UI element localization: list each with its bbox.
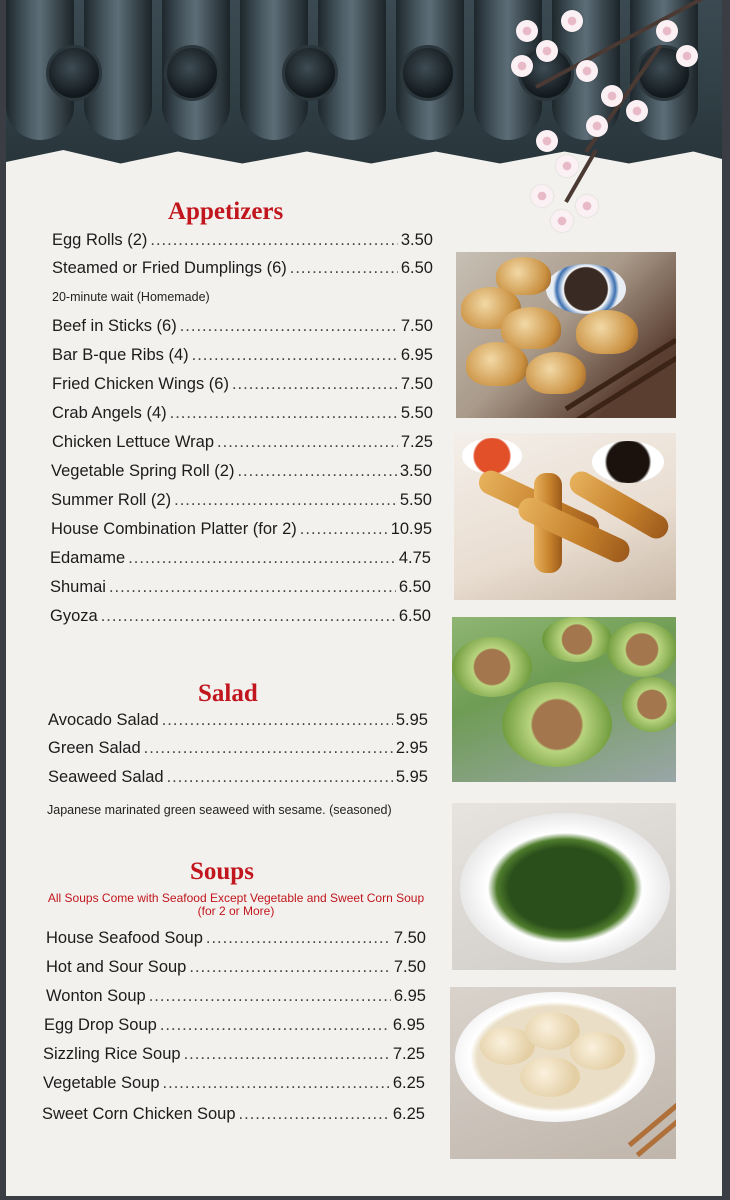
menu-item: Wonton Soup ..... 6.95 <box>46 987 426 1009</box>
salad-heading: Salad <box>198 680 258 707</box>
menu-item: Shumai ..... 6.50 <box>50 578 431 600</box>
menu-item: Bar B-que Ribs (4) ..... 6.95 <box>52 346 433 368</box>
soups-note <box>46 892 426 918</box>
menu-item: Edamame ..... 4.75 <box>50 549 431 571</box>
menu-item: House Seafood Soup ..... 7.50 <box>46 929 426 951</box>
menu-item: Beef in Sticks (6) ..... 7.50 <box>52 317 433 339</box>
menu-item: Crab Angels (4) ..... 5.50 <box>52 404 433 426</box>
dumpling-note: 20-minute wait (Homemade) <box>52 290 210 304</box>
cherry-blossom-decoration <box>506 0 722 250</box>
menu-item: Chicken Lettuce Wrap ..... 7.25 <box>52 433 433 455</box>
appetizers-heading: Appetizers <box>168 198 284 225</box>
menu-item: Sweet Corn Chicken Soup ..... 6.25 <box>42 1105 425 1127</box>
menu-item: Steamed or Fried Dumplings (6) ..... 6.50 <box>52 259 433 281</box>
menu-item: Sizzling Rice Soup ..... 7.25 <box>43 1045 425 1067</box>
menu-item: Summer Roll (2) ..... 5.50 <box>51 491 432 513</box>
soups-note-line2: (for 2 or More) <box>197 904 275 918</box>
menu-item: Hot and Sour Soup ..... 7.50 <box>46 958 426 980</box>
menu-item: Green Salad ..... 2.95 <box>48 739 428 761</box>
menu-item: Gyoza ..... 6.50 <box>50 607 431 629</box>
lettuce-wrap-photo <box>452 617 676 782</box>
menu-page <box>6 0 722 1196</box>
menu-item: Egg Drop Soup ..... 6.95 <box>44 1016 425 1038</box>
seaweed-note: Japanese marinated green seaweed with sesame. (seasoned) <box>47 803 392 817</box>
menu-item: Vegetable Soup ..... 6.25 <box>43 1074 425 1096</box>
menu-item: Fried Chicken Wings (6) ..... 7.50 <box>52 375 433 397</box>
menu-item: Avocado Salad ..... 5.95 <box>48 711 428 733</box>
menu-item: House Combination Platter (for 2) ..... 10.95 <box>51 520 432 542</box>
wonton-soup-photo <box>450 987 676 1159</box>
seaweed-salad-photo <box>452 803 676 970</box>
soups-heading: Soups <box>190 858 254 885</box>
menu-item: Seaweed Salad ..... 5.95 <box>48 768 428 790</box>
dumplings-photo <box>456 252 676 418</box>
soups-note-line1: All Soups Come with Seafood Except Vegetable and Sweet Corn Soup <box>47 891 425 905</box>
spring-rolls-photo <box>454 433 676 600</box>
menu-item: Egg Rolls (2) ..... 3.50 <box>52 231 433 253</box>
menu-item: Vegetable Spring Roll (2) ..... 3.50 <box>51 462 432 484</box>
